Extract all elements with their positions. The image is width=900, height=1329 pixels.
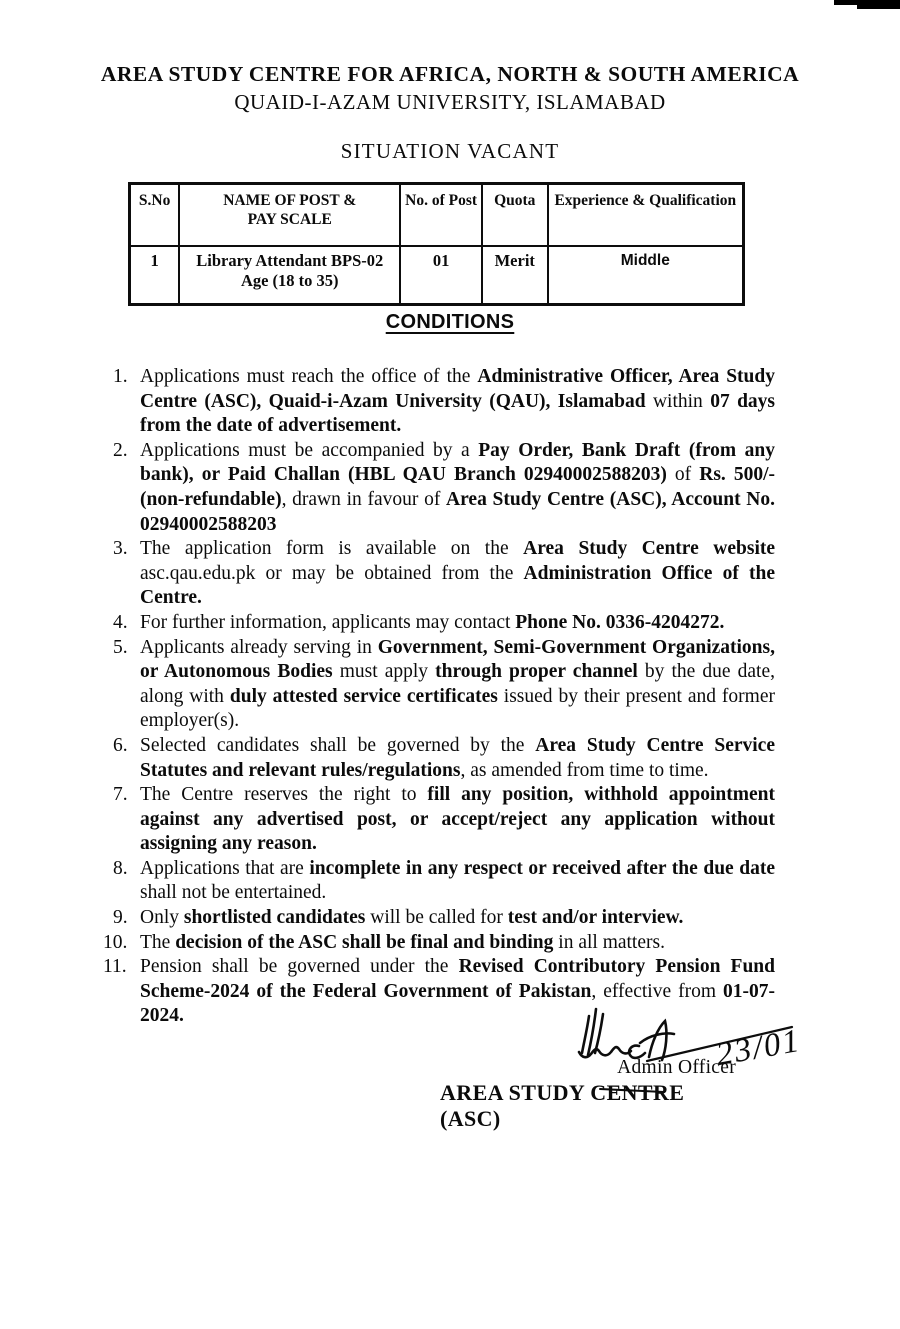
handwritten-date: 23/01 [713,1022,804,1074]
vacancy-table [128,182,745,306]
item-number: 4. [113,611,128,633]
org-name-line: AREA STUDY CENTRE FOR AFRICA, NORTH & SOUTH AMERICA [100,62,800,86]
column-header [130,184,180,247]
column-header [179,184,400,247]
table-row [130,246,744,305]
text-segment: decision of the ASC shall be final and binding [175,931,554,953]
text-segment: , effective from [591,980,723,1002]
text-segment: Area Study Centre website [523,538,776,560]
text-segment: Applicants already serving in [140,636,378,658]
text-segment: Phone No. 0336-4204272. [515,611,725,633]
item-number: 8. [113,857,128,879]
text-segment: through proper channel [435,661,638,683]
conditions-list [103,365,775,1029]
text-segment: , as amended from time to time. [460,759,709,781]
text-segment: 07 days from the date of advertisement. [140,390,775,437]
text-segment: test and/or interview. [507,907,684,929]
text-segment: within [645,390,711,412]
text-segment: Rs. 500/- (non-refundable) [140,464,776,510]
text-segment: Selected candidates shall be governed by the [140,734,536,756]
cell-line: 01 [432,251,450,270]
text-segment: in all matters. [553,931,665,953]
cell-line: 1 [150,251,159,270]
header-line: Experience & Qualification [554,192,737,209]
text-segment: Pay Order, Bank Draft (from any bank), or Paid Challan (HBL QAU Branch 02940002588203) [140,439,776,486]
cell-line: Merit [494,251,535,270]
text-segment: For further information, applicants may contact [140,611,516,633]
text-segment: Applications must be accompanied by a [140,439,479,461]
text-segment: Pension shall be governed under the [140,956,459,978]
signature-org-name: AREA STUDY CENTRE (ASC) [440,1080,685,1131]
header-line: S.No [138,192,171,209]
condition-item [103,537,775,611]
cell-line: Age (18 to 35) [240,271,339,290]
table-header-row [130,184,744,247]
header-line: NAME OF POST & [223,192,357,209]
text-segment: issued by their present and former employer(s). [140,685,775,732]
doc-title: SITUATION VACANT [340,139,560,163]
cell-line: Library Attendant BPS-02 [196,251,384,270]
item-number: 7. [113,784,128,806]
item-number: 5. [113,636,128,658]
text-segment: 01-07-2024. [140,980,775,1027]
text-segment: Government, Semi-Government Organizations, or Autonomous Bodies [140,636,775,683]
text-segment: The [140,931,176,953]
item-number: 11. [103,956,127,978]
condition-item [103,365,775,439]
org-subtitle-line: QUAID-I-AZAM UNIVERSITY, ISLAMABAD [234,90,666,114]
condition-item [103,439,775,537]
text-segment: Applications must reach the office of the [140,366,478,387]
text-segment: Administration Office of the Centre. [140,562,775,609]
cell-line: Middle [620,252,670,269]
condition-item [103,611,775,636]
text-segment: asc.qau.edu.pk or may be obtained from the [140,562,524,584]
column-header [482,184,548,247]
text-segment: Applications that are [140,857,310,879]
text-segment: will be called for [365,907,508,929]
text-segment: fill any position, withhold appointment against any advertised post, or accept/reject any application without assigning any reason. [140,784,775,855]
text-segment: shortlisted candidates [183,907,366,929]
item-number: 10. [103,931,128,953]
signature-block [440,1000,820,1150]
text-segment: Revised Contributory Pension Fund Scheme-2024 of the Federal Government of Pakistan [140,956,775,1002]
conditions-heading: CONDITIONS [385,311,515,333]
text-segment: of [666,464,700,486]
condition-item [103,734,775,783]
text-segment: shall not be entertained. [140,882,327,904]
vacancy-table-body [130,246,744,305]
scan-artifact-bar-2 [857,4,900,9]
table-cell [130,246,180,305]
text-segment: The Centre reserves the right to [140,784,428,806]
condition-item [103,783,775,857]
item-number: 1. [113,366,128,387]
vacancy-table-head [130,184,744,247]
text-segment: by the due date, along with [140,661,775,707]
officer-title: Admin Officer [617,1057,736,1078]
item-number: 2. [113,439,128,461]
text-segment: incomplete in any respect or received after the due date [309,857,775,879]
text-segment: Area Study Centre Service Statutes and relevant rules/regulations [140,734,775,781]
item-number: 6. [113,734,128,756]
condition-item [103,931,775,956]
item-number: 9. [113,907,128,929]
text-segment: , drawn in favour of [281,488,447,510]
header-line: Quota [494,192,536,209]
text-segment: Administrative Officer, Area Study Centre (ASC), Quaid-i-Azam University (QAU), Islamabad [140,366,775,412]
header-line: No. of Post [405,192,478,209]
condition-item [103,906,775,931]
condition-item [103,857,775,906]
table-cell [482,246,548,305]
column-header [400,184,482,247]
header-line: PAY SCALE [247,211,332,228]
text-segment: must apply [332,661,436,683]
table-cell [548,246,744,305]
condition-item [103,636,775,734]
column-header [548,184,744,247]
text-segment: Area Study Centre (ASC), Account No. 02940002588203 [140,488,775,535]
table-cell [400,246,482,305]
item-number: 3. [113,538,128,560]
text-segment: Only [140,907,184,929]
text-segment: The application form is available on the [140,538,524,560]
text-segment: duly attested service certificates [229,685,498,707]
table-cell [179,246,400,305]
